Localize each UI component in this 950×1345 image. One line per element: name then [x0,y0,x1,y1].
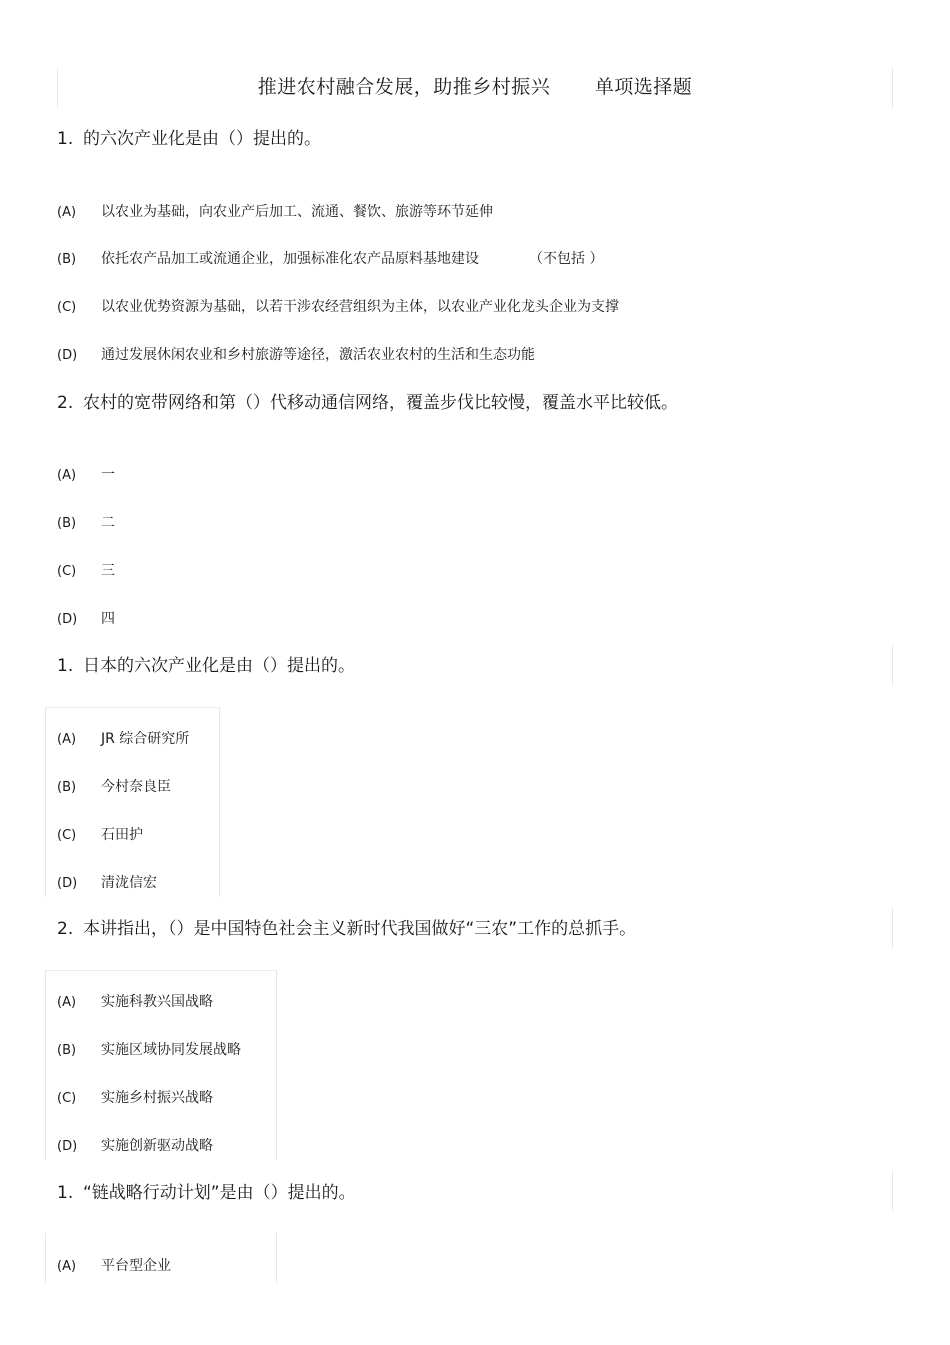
question-text: “链战略行动计划”是由（）提出的。 [83,1183,356,1203]
question [57,1178,356,1203]
table-border [892,1171,893,1211]
table-border [45,707,46,897]
option[interactable] [57,728,189,748]
option-label: (A) [57,205,77,220]
option[interactable] [57,872,157,892]
option-label: (B) [57,780,77,795]
option-text: 平台型企业 [101,1258,171,1274]
option-text: 实施区域协同发展战略 [101,1042,241,1058]
option-label: (A) [57,468,77,483]
option-text: 清泷信宏 [101,875,157,891]
option[interactable] [57,248,603,268]
question-number: 2. [57,393,74,413]
option-text: 实施创新驱动战略 [101,1138,213,1154]
option[interactable] [57,1255,171,1275]
option-text: 三 [101,563,115,579]
option-text: 以农业为基础，向农业产后加工、流通、餐饮、旅游等环节延伸 [101,204,493,220]
option-label: (C) [57,1091,77,1106]
table-border [45,707,220,708]
option-text: 今村奈良臣 [101,779,171,795]
question-text: 农村的宽带网络和第（）代移动通信网络，覆盖步伐比较慢，覆盖水平比较低。 [83,393,678,413]
option-label: (C) [57,828,77,843]
table-border [45,970,277,971]
option-note: （不包括 ） [529,251,604,267]
question-number: 1. [57,129,74,149]
option-label: (A) [57,1259,77,1274]
page-title [0,72,950,99]
option-text: 实施科教兴国战略 [101,994,213,1010]
option[interactable] [57,608,115,628]
question [57,388,678,413]
option-text: 通过发展休闲农业和乡村旅游等途径，激活农业农村的生活和生态功能 [101,347,535,363]
table-border [45,970,46,1160]
option-text: 依托农产品加工或流通企业，加强标准化农产品原料基地建设 [101,251,479,267]
option-label: (B) [57,516,77,531]
option-text: 四 [101,611,115,627]
option[interactable] [57,344,535,364]
option[interactable] [57,1039,241,1059]
option[interactable] [57,560,115,580]
table-border [892,645,893,685]
option[interactable] [57,201,493,221]
option-text: JR 综合研究所 [101,731,190,747]
table-border [276,970,277,1160]
option-text: 实施乡村振兴战略 [101,1090,213,1106]
option[interactable] [57,464,115,484]
option-label: (A) [57,995,77,1010]
option-label: (A) [57,732,77,747]
option[interactable] [57,1087,213,1107]
option-label: (B) [57,1043,77,1058]
table-border [276,1233,277,1283]
table-border [892,908,893,948]
option[interactable] [57,824,143,844]
option-text: 以农业优势资源为基础，以若干涉农经营组织为主体，以农业产业化龙头企业为支撑 [101,299,619,315]
question-number: 2. [57,919,74,939]
option-label: (D) [57,1139,78,1154]
title-sub: 单项选择题 [594,76,693,98]
question-number: 1. [57,656,74,676]
option[interactable] [57,1135,213,1155]
option[interactable] [57,991,213,1011]
option-label: (D) [57,348,78,363]
title-main: 推进农村融合发展，助推乡村振兴 [257,76,551,98]
question-text: 日本的六次产业化是由（）提出的。 [83,656,355,676]
option-label: (C) [57,564,77,579]
question-text: 本讲指出，（）是中国特色社会主义新时代我国做好“三农”工作的总抓手。 [83,919,637,939]
option-label: (C) [57,300,77,315]
question-text: 的六次产业化是由（）提出的。 [83,129,321,149]
option[interactable] [57,296,619,316]
option[interactable] [57,512,115,532]
option-label: (D) [57,876,78,891]
option-label: (D) [57,612,78,627]
option[interactable] [57,776,171,796]
table-border [219,707,220,897]
option-text: 石田护 [101,827,143,843]
table-border [45,1233,46,1283]
question-number: 1. [57,1183,74,1203]
option-label: (B) [57,252,77,267]
option-text: 一 [101,467,115,483]
question [57,651,355,676]
option-text: 二 [101,515,115,531]
question [57,124,321,149]
question [57,914,636,939]
